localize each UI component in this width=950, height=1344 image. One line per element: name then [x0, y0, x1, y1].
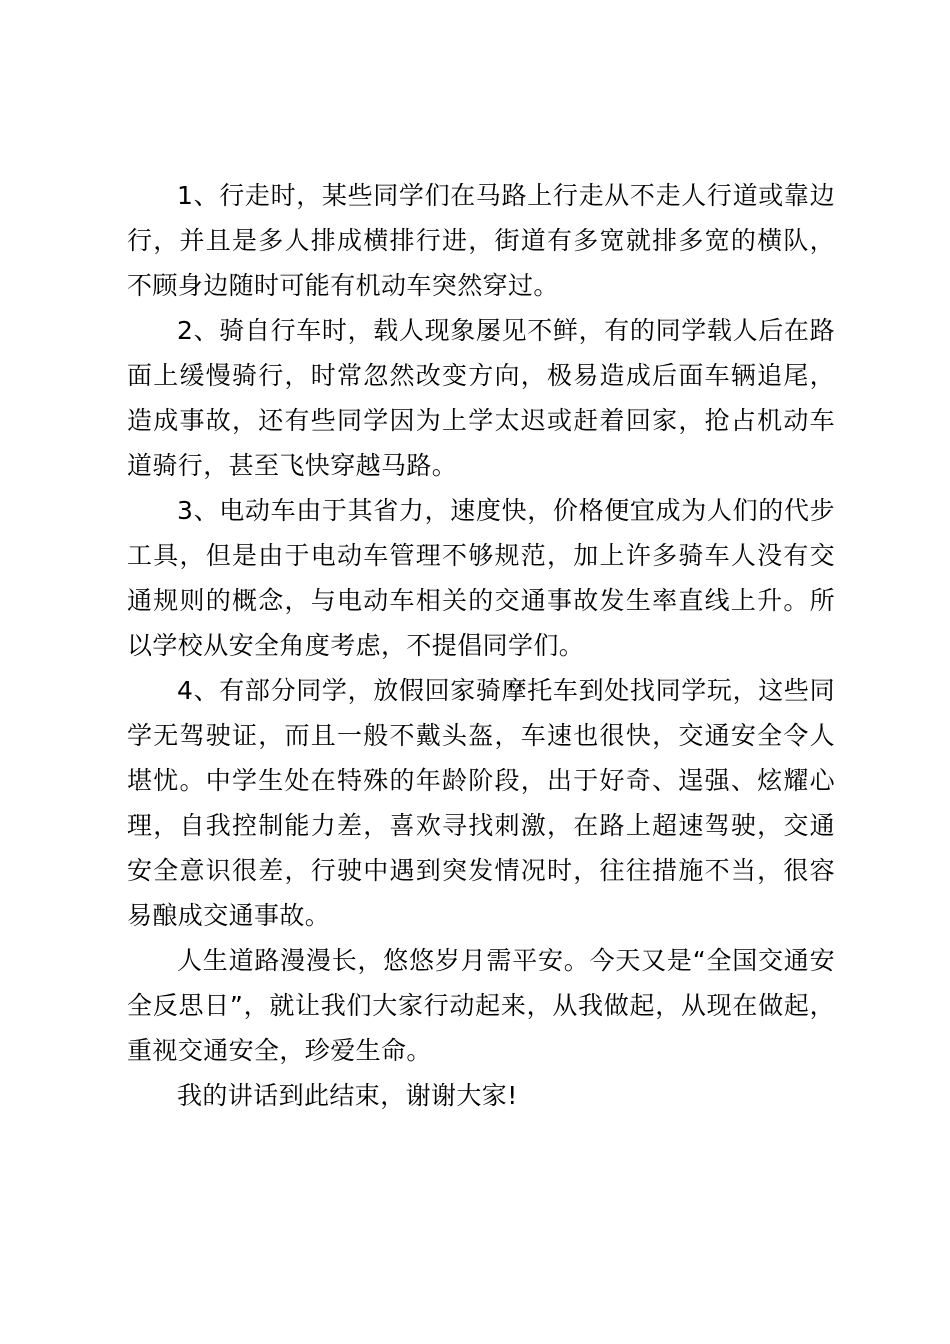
paragraph-motorcycle: 4、有部分同学，放假回家骑摩托车到处找同学玩，这些同学无驾驶证，而且一般不戴头盔，车速也很快，交通安全令人堪忧。中学生处在特殊的年龄阶段，出于好奇、逞强、炫耀心理，自我控制能力差，喜欢寻找刺激，在路上超速驾驶，交通安全意识很差，行驶中遇到突发情况时，往往措施不当，很容易酿成交通事故。 — [127, 676, 835, 930]
paragraph-walking: 1、行走时，某些同学们在马路上行走从不走人行道或靠边行，并且是多人排成横排行进，街道有多宽就排多宽的横队，不顾身边随时可能有机动车突然穿过。 — [127, 181, 835, 300]
paragraph-closing: 我的讲话到此结束，谢谢大家! — [177, 1081, 518, 1110]
paragraph-bicycle: 2、骑自行车时，载人现象屡见不鲜，有的同学载人后在路面上缓慢骑行，时常忽然改变方向，极易造成后面车辆追尾，造成事故，还有些同学因为上学太迟或赶着回家，抢占机动车道骑行，甚至飞快穿越马路。 — [127, 316, 835, 480]
paragraph-electric-bike: 3、电动车由于其省力，速度快，价格便宜成为人们的代步工具，但是由于电动车管理不够规范，加上许多骑车人没有交通规则的概念，与电动车相关的交通事故发生率直线上升。所以学校从安全角度考虑，不提倡同学们。 — [127, 496, 835, 660]
paragraph-conclusion: 人生道路漫漫长，悠悠岁月需平安。今天又是“全国交通安全反思日”，就让我们大家行动起来，从我做起，从现在做起，重视交通安全，珍爱生命。 — [127, 946, 835, 1065]
document-body — [127, 173, 835, 1118]
